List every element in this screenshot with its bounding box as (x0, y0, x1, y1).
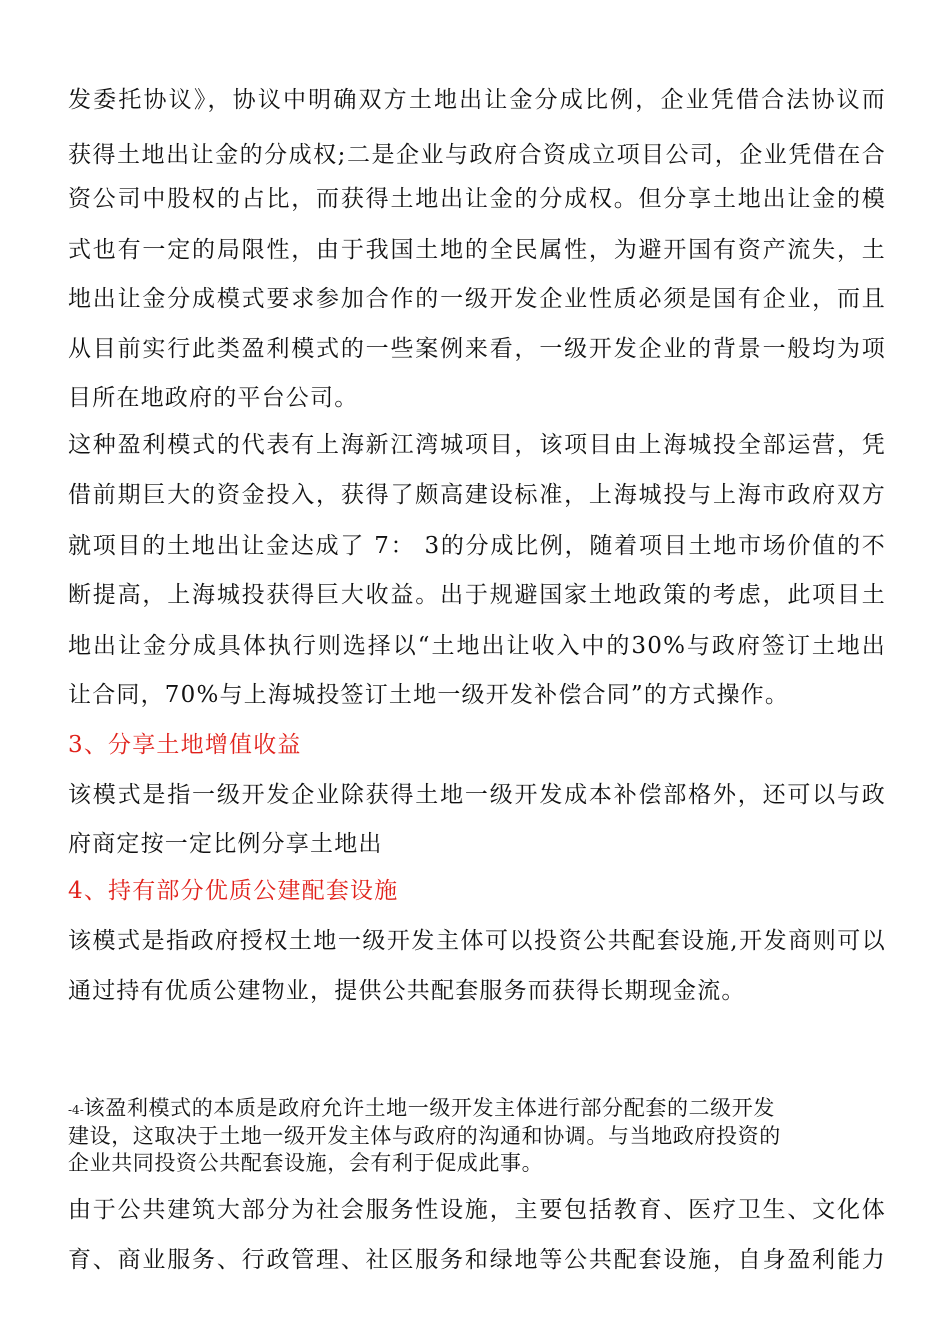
paragraph-2-line: 地出让金分成具体执行则选择以“土地出让收入中的30%与政府签订土地出 (68, 633, 886, 659)
paragraph-5-line: 企业共同投资公共配套设施，会有利于促成此事。 (68, 1151, 544, 1175)
paragraph-1-line: 从目前实行此类盈利模式的一些案例来看，一级开发企业的背景一般均为项 (68, 336, 886, 362)
paragraph-6-line: 育、商业服务、行政管理、社区服务和绿地等公共配套设施，自身盈利能力 (68, 1247, 886, 1273)
section-heading-3: 3、分享土地增值收益 (68, 732, 302, 758)
section-heading-4: 4、持有部分优质公建配套设施 (68, 878, 399, 904)
paragraph-1-line: 获得土地出让金的分成权;二是企业与政府合资成立项目公司，企业凭借在合 (68, 142, 886, 168)
paragraph-3-line: 府商定按一定比例分享土地出 (68, 831, 383, 857)
paragraph-5-text: 该盈利模式的本质是政府允许土地一级开发主体进行部分配套的二级开发 (83, 1096, 775, 1120)
paragraph-1-line: 目所在地政府的平台公司。 (68, 385, 359, 411)
paragraph-2-line: 这种盈利模式的代表有上海新江湾城项目，该项目由上海城投全部运营，凭 (68, 432, 886, 458)
paragraph-2-line: 让合同，70%与上海城投签订土地一级开发补偿合同”的方式操作。 (68, 682, 790, 708)
paragraph-1-line: 资公司中股权的占比，而获得土地出让金的分成权。但分享土地出让金的模 (68, 186, 886, 212)
page-number: -4- (68, 1103, 84, 1117)
paragraph-4-line: 通过持有优质公建物业，提供公共配套服务而获得长期现金流。 (68, 978, 746, 1004)
paragraph-6-line: 由于公共建筑大部分为社会服务性设施，主要包括教育、医疗卫生、文化体 (68, 1197, 886, 1223)
paragraph-1-line: 地出让金分成模式要求参加合作的一级开发企业性质必须是国有企业，而且 (68, 286, 886, 312)
paragraph-5-line (68, 1095, 775, 1124)
paragraph-3-line: 该模式是指一级开发企业除获得土地一级开发成本补偿部格外，还可以与政 (68, 782, 886, 808)
paragraph-2-line: 借前期巨大的资金投入，获得了颇高建设标准，上海城投与上海市政府双方 (68, 482, 886, 508)
paragraph-2-line: 断提高，上海城投获得巨大收益。出于规避国家土地政策的考虑，此项目土 (68, 582, 886, 608)
paragraph-1-line: 发委托协议》，协议中明确双方土地出让金分成比例，企业凭借合法协议而 (68, 87, 886, 113)
paragraph-2-line: 就项目的土地出让金达成了 7： 3的分成比例，随着项目土地市场价值的不 (68, 533, 886, 559)
paragraph-4-line: 该模式是指政府授权土地一级开发主体可以投资公共配套设施,开发商则可以 (68, 928, 886, 954)
paragraph-5-line: 建设，这取决于土地一级开发主体与政府的沟通和协调。与当地政府投资的 (68, 1124, 781, 1148)
paragraph-1-line: 式也有一定的局限性，由于我国土地的全民属性，为避开国有资产流失，土 (68, 237, 886, 263)
